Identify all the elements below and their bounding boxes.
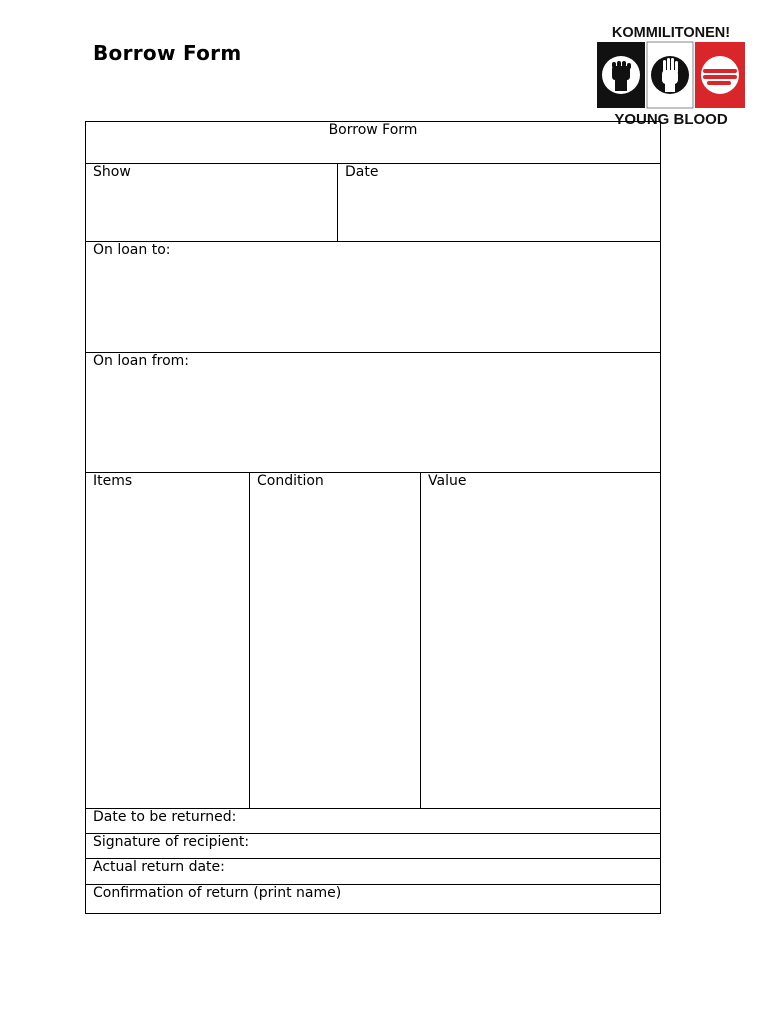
condition-label: Condition [257, 473, 324, 489]
confirmation-field[interactable] [86, 885, 660, 913]
condition-field[interactable] [250, 473, 420, 808]
date-label: Date [345, 164, 379, 180]
kommilitonen-logo [597, 24, 745, 128]
value-label: Value [428, 473, 467, 489]
signature-field[interactable] [86, 834, 660, 858]
value-field[interactable] [421, 473, 660, 808]
page-title: Borrow Form [93, 41, 242, 65]
actual-return-date-field[interactable] [86, 859, 660, 884]
show-field[interactable] [86, 164, 337, 242]
borrow-form-table [85, 121, 661, 914]
on-loan-from-field[interactable] [86, 353, 660, 472]
date-returned-label: Date to be returned: [93, 809, 237, 825]
items-label: Items [93, 473, 133, 489]
signature-label: Signature of recipient: [93, 834, 250, 850]
on-loan-to-label: On loan to: [93, 242, 171, 258]
form-header-cell [86, 122, 660, 164]
on-loan-to-field[interactable] [86, 242, 660, 352]
form-header: Borrow Form [328, 122, 418, 138]
logo-bottom-text: YOUNG BLOOD [614, 111, 728, 128]
logo-top-text: KOMMILITONEN! [611, 25, 731, 41]
actual-return-label: Actual return date: [93, 859, 225, 875]
date-field[interactable] [338, 164, 660, 242]
on-loan-from-label: On loan from: [93, 353, 189, 369]
date-returned-field[interactable] [86, 809, 660, 833]
confirmation-label: Confirmation of return (print name) [93, 885, 342, 901]
show-label: Show [93, 164, 131, 180]
items-field[interactable] [86, 473, 249, 808]
